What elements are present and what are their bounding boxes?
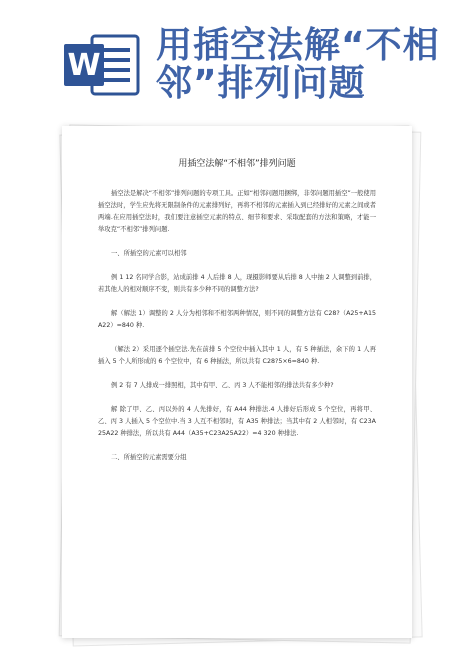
word-document-icon bbox=[62, 30, 142, 100]
solution-2: （解法 2）采用逐个插空法.先在前排 5 个空位中插入其中 1 人，有 5 种插法，余下的 1 人再插入 5 个人所形成的 6 个空位中，有 6 种插法，所以共有 C28?5×6=840 种. bbox=[98, 346, 376, 365]
example-1: 例 1 12 名同学合影，站成前排 4 人后排 8 人，现摄影师要从后排 8 人中抽 2 人调整到前排，若其他人的相对顺序不变，则共有多少种不同的调整方法? bbox=[98, 274, 376, 293]
header-banner bbox=[0, 0, 474, 110]
section-heading-1: 一、所插空的元素可以相邻 bbox=[111, 250, 187, 257]
document-title: 用插空法解“不相邻”排列问题 bbox=[178, 159, 296, 169]
word-logo-letter: W bbox=[67, 48, 101, 83]
solution-1: 解（解法 1）调整的 2 人分为相邻和不相邻两种情况，则不同的调整方法有 C28?（A25+A15A22）=840 种. bbox=[98, 310, 376, 329]
section-heading-2: 二、所插空的元素需要分组 bbox=[111, 454, 187, 461]
example-2: 例 2 有 7 人排成一排照相，其中有甲、乙、丙 3 人不能相邻的排法共有多少种? bbox=[111, 382, 334, 389]
solution-3: 解 除了甲、乙、丙以外的 4 人先排好，有 A44 种排法.4 人排好后形成 5 个空位，再将甲、乙、丙 3 人插入 5 个空位中.当 3 人互不相邻时，有 A35 种排法；当其中有 2 人相邻时，有 C23A25A22 种排法，所以共有 A44（A35+C23A25A22）=4 320 种排法. bbox=[98, 406, 376, 437]
banner-title-line-1: 用插空法解“不相 bbox=[156, 25, 440, 66]
banner-title-line-2: 邻”排列问题 bbox=[156, 63, 366, 104]
document-page bbox=[62, 126, 412, 638]
intro-paragraph: 插空法是解决“不相邻”排列问题的专项工具。正如“相邻问题用捆绑，非邻问题用插空”一般使用插空法时，学生应先将无限制条件的元素排列好，再将不相邻的元素插入到已经排好的元素之间或者两端.在应用插空法时，我们要注意插空元素的特点、细节和要求、采取配套的方法和策略，才能一举攻克“不相邻”排列问题. bbox=[98, 190, 376, 233]
